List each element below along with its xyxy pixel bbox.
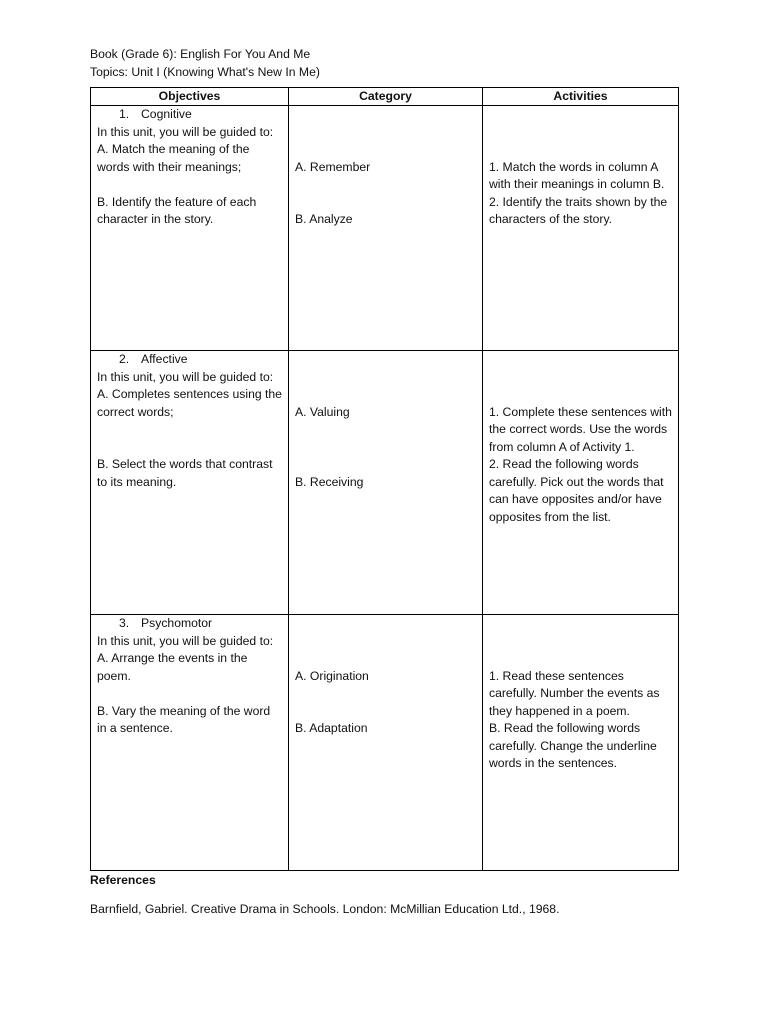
objective-b: B. Select the words that contrast to its meaning.	[97, 457, 273, 489]
objective-a: A. Match the meaning of the words with their meanings;	[97, 142, 250, 174]
table-row-cognitive	[91, 106, 679, 351]
activities-cell	[483, 106, 679, 351]
objective-a: A. Completes sentences using the correct words;	[97, 387, 282, 419]
category-a: A. Valuing	[295, 404, 350, 419]
column-header-activities: Activities	[483, 88, 679, 106]
references-heading: References	[90, 873, 156, 887]
book-title: Book (Grade 6): English For You And Me	[90, 47, 311, 61]
section-number: 1.	[119, 107, 130, 121]
table-header-row	[91, 88, 679, 106]
activity-a: 1. Match the words in column A with their meanings in column B.	[489, 159, 665, 191]
objective-b: B. Identify the feature of each character in the story.	[97, 194, 257, 226]
table-row-affective	[91, 351, 679, 615]
section-heading	[97, 106, 282, 124]
activity-b: 2. Read the following words carefully. Pick out the words that can have opposites and/or have opposites from the list.	[489, 457, 664, 524]
topics-line: Topics: Unit I (Knowing What's New In Me)	[90, 64, 320, 79]
activity-a: 1. Read these sentences carefully. Number the events as they happened in a poem.	[489, 668, 660, 718]
category-cell	[289, 615, 483, 871]
activity-a: 1. Complete these sentences with the correct words. Use the words from column A of Activity 1.	[489, 404, 672, 454]
activities-cell	[483, 351, 679, 615]
category-b: B. Analyze	[295, 212, 353, 226]
reference-item: Barnfield, Gabriel. Creative Drama in Schools. London: McMillian Education Ltd., 1968.	[90, 901, 560, 916]
category-cell	[289, 351, 483, 615]
objectives-cell	[91, 615, 289, 871]
column-header-objectives: Objectives	[91, 88, 289, 106]
section-title: Cognitive	[141, 107, 192, 121]
objectives-cell	[91, 351, 289, 615]
column-header-category: Category	[289, 88, 483, 106]
objectives-cell	[91, 106, 289, 351]
section-intro: In this unit, you will be guided to:	[97, 124, 274, 139]
activities-cell	[483, 615, 679, 871]
section-title: Psychomotor	[141, 616, 213, 630]
category-b: B. Receiving	[295, 474, 364, 489]
activity-b: B. Read the following words carefully. Change the underline words in the sentences.	[489, 721, 657, 770]
section-number: 3.	[119, 616, 130, 630]
objective-b: B. Vary the meaning of the word in a sentence.	[97, 703, 271, 735]
table-row-psychomotor	[91, 615, 679, 871]
category-b: B. Adaptation	[295, 721, 368, 735]
category-a: A. Remember	[295, 159, 371, 174]
category-a: A. Origination	[295, 668, 369, 683]
section-number: 2.	[119, 352, 130, 366]
section-heading	[97, 615, 282, 633]
document-page	[90, 46, 680, 918]
section-heading	[97, 351, 282, 369]
section-intro: In this unit, you will be guided to:	[97, 633, 274, 648]
section-title: Affective	[141, 352, 188, 366]
category-cell	[289, 106, 483, 351]
activity-b: 2. Identify the traits shown by the characters of the story.	[489, 194, 668, 226]
section-intro: In this unit, you will be guided to:	[97, 369, 274, 384]
objective-a: A. Arrange the events in the poem.	[97, 651, 248, 683]
objectives-table	[90, 87, 679, 871]
